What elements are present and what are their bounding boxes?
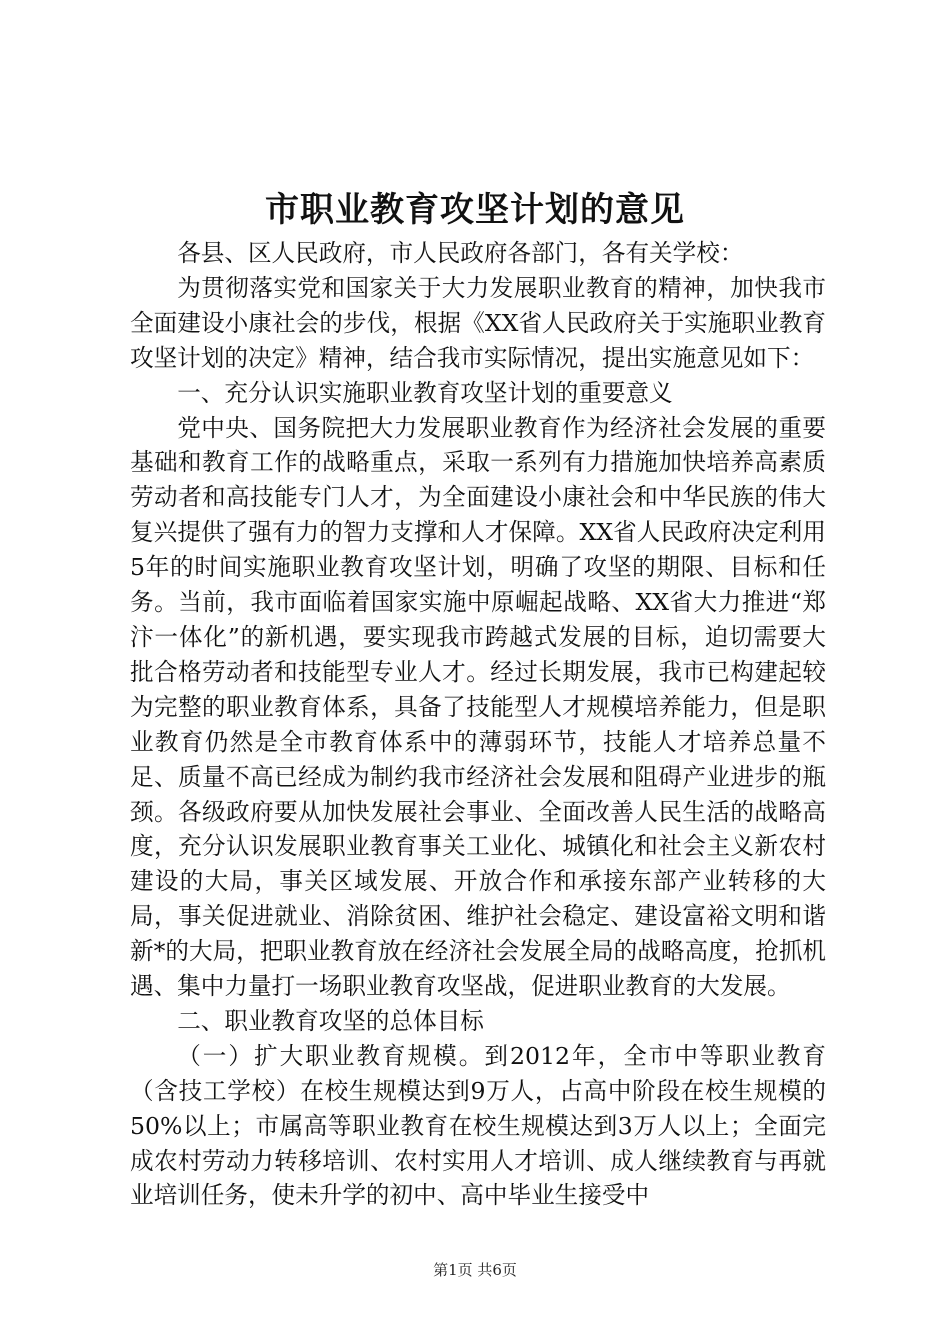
section-heading-2: 二、职业教育攻坚的总体目标 (177, 1006, 484, 1035)
salutation-paragraph: 各县、区人民政府，市人民政府各部门，各有关学校： (177, 239, 744, 267)
section-1-paragraph: 党中央、国务院把大力发展职业教育作为经济社会发展的重要基础和教育工作的战略重点，采取一系列有力措施加快培养高素质劳动者和高技能专门人才，为全面建设小康社会和中华民族的伟大复兴提供了强有力的智力支撑和人才保障。XX省人民政府决定利用5年的时间实施职业教育攻坚计划，明确了攻坚的期限、目标和任务。当前，我市面临着国家实施中原崛起战略、XX省大力推进“郑汴一体化”的新机遇，要实现我市跨越式发展的目标，迫切需要大批合格劳动者和技能型专业人才。经过长期发展，我市已构建起较为完整的职业教育体系，具备了技能型人才规模培养能力，但是职业教育仍然是全市教育体系中的薄弱环节，技能人才培养总量不足、质量不高已经成为制约我市经济社会发展和阻碍产业进步的瓶颈。各级政府要从加快发展社会事业、全面改善人民生活的战略高度，充分认识发展职业教育事关工业化、城镇化和社会主义新农村建设的大局，事关区域发展、开放合作和承接东部产业转移的大局，事关促进就业、消除贫困、维护社会稳定、建设富裕文明和谐新*的大局，把职业教育放在经济社会发展全局的战略高度，抢抓机遇、集中力量打一场职业教育攻坚战，促进职业教育的大发展。 (130, 413, 827, 1001)
page-footer: 第1页 共6页 (433, 1261, 517, 1279)
document-title: 市职业教育攻坚计划的意见 (265, 190, 685, 230)
section-2-paragraph: （一）扩大职业教育规模。到2012年，全市中等职业教育（含技工学校）在校生规模达到9万人，占高中阶段在校生规模的50%以上；市属高等职业教育在校生规模达到3万人以上；全面完成农村劳动力转移培训、农村实用人才培训、成人继续教育与再就业培训任务，使未升学的初中、高中毕业生接受中 (130, 1041, 826, 1210)
section-heading-1: 一、充分认识实施职业教育攻坚计划的重要意义 (177, 378, 673, 407)
intro-paragraph: 为贯彻落实党和国家关于大力发展职业教育的精神，加快我市全面建设小康社会的步伐，根据《XX省人民政府关于实施职业教育攻坚计划的决定》精神，结合我市实际情况，提出实施意见如下： (130, 273, 826, 372)
document-body (130, 236, 826, 1213)
